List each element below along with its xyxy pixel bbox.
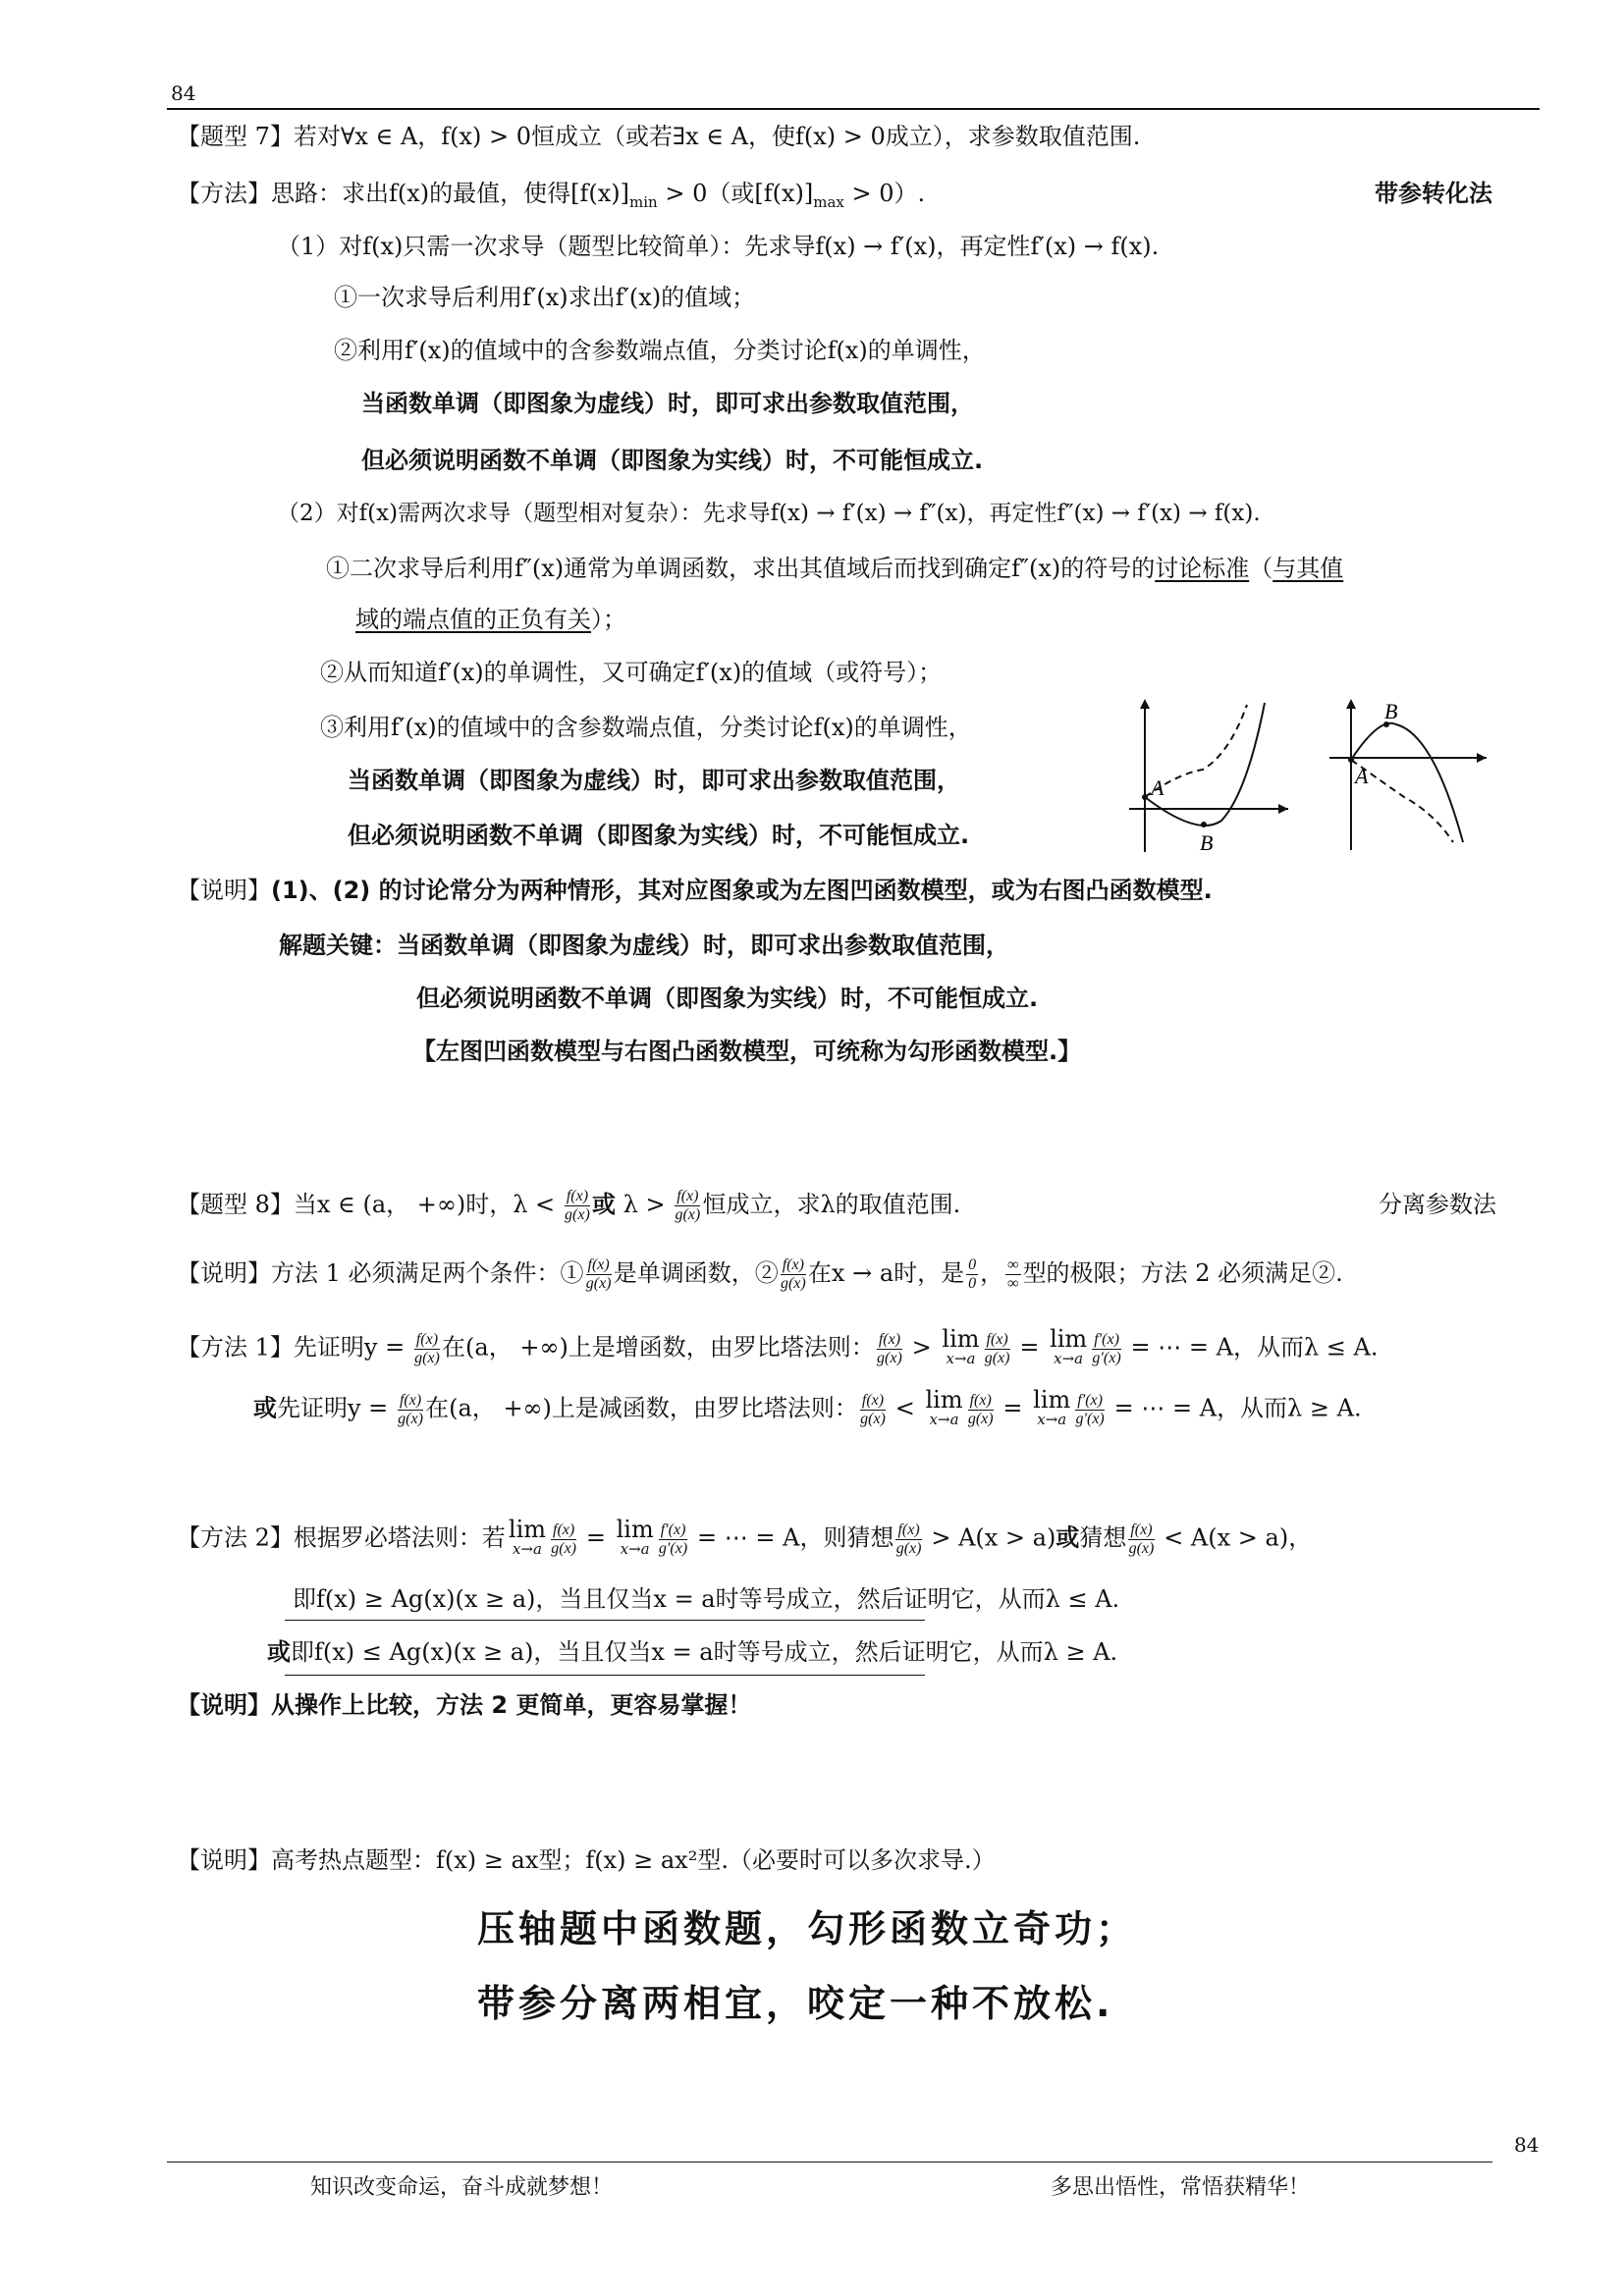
left-graph-label-b: B	[1200, 830, 1214, 855]
t8-m2-or: 或	[1056, 1523, 1080, 1552]
t8-m2-lim1: lim x→a	[508, 1516, 547, 1558]
t8-m1b-pre: 先证明y =	[277, 1394, 389, 1422]
t8-m2-frac3: $\frac{f(x)}{g(x)}$	[895, 1521, 922, 1557]
t8-note-c: 型的极限；方法 2 必须满足②.	[1022, 1259, 1343, 1287]
t7-note-label: 【说明】	[177, 877, 271, 904]
t7-p2a-end: ）；	[591, 606, 626, 633]
right-graph-label-a: A	[1355, 764, 1369, 788]
t8-m2-underline-1	[285, 1620, 925, 1621]
t8-title-or: 或	[592, 1191, 617, 1218]
t7-p2e: 但必须说明函数不单调（即图象为实线）时，不可能恒成立.	[348, 822, 970, 849]
t8-m2-frac4: $\frac{f(x)}{g(x)}$	[1128, 1521, 1155, 1557]
t7-p1: （1）对f(x)只需一次求导（题型比较简单）：先求导f(x) → f′(x)，再定性f′(x) → f(x).	[277, 233, 1160, 260]
t8-m1-frac3: $\frac{f(x)}{g(x)}$	[984, 1330, 1010, 1366]
t7-key1: 解题关键：当函数单调（即图象为虚线）时，即可求出参数取值范围，	[279, 932, 1009, 959]
t7-method-end: > 0）.	[843, 180, 926, 207]
t7-note-text: (1)、(2) 的讨论常分为两种情形，其对应图象或为左图凹函数模型，或为右图凸函数模型.	[271, 877, 1213, 904]
t8-title-frac2: $\frac{f(x)}{g(x)}$	[675, 1188, 701, 1223]
t8-m1-lim2: lim x→a	[1050, 1325, 1088, 1367]
t8-note-frac2: $\frac{f(x)}{g(x)}$	[780, 1256, 806, 1292]
hot-note: 【说明】高考热点题型：f(x) ≥ ax型；f(x) ≥ ax²型.（必要时可以多次求导.）	[177, 1846, 996, 1874]
right-graph-convex	[1326, 695, 1492, 862]
header-page-number: 84	[171, 81, 196, 105]
t8-m1b-frac4: $\frac{f'(x)}{g'(x)}$	[1075, 1391, 1105, 1427]
t8-m2-l3-or: 或	[267, 1638, 291, 1666]
t8-m1-lim1: lim x→a	[942, 1325, 980, 1367]
t8-m1-mid: 在(a， +∞)上是增函数，由罗比塔法则：	[442, 1333, 875, 1362]
t8-m1b-lim1: lim x→a	[925, 1386, 963, 1428]
t8-m1b-frac3: $\frac{f(x)}{g(x)}$	[967, 1391, 994, 1427]
t8-summary: 【说明】从操作上比较，方法 2 更简单，更容易掌握！	[177, 1691, 752, 1719]
t7-p2c: ③利用f′(x)的值域中的含参数端点值，分类讨论f(x)的单调性，	[320, 714, 972, 741]
t8-note-b: 在x → a时，是	[807, 1259, 965, 1287]
t7-p2a-u2: 与其值	[1272, 555, 1344, 582]
poem-line-2: 带参分离两相宜，咬定一种不放松.	[477, 1982, 1114, 2025]
t7-title: 【题型 7】若对∀x ∈ A，f(x) > 0恒成立（或若∃x ∈ A，使f(x) > 0成立），求参数取值范围.	[177, 123, 1141, 150]
t8-tag: 分离参数法	[1379, 1191, 1496, 1218]
right-graph-label-b: B	[1384, 699, 1398, 723]
t8-m1b-mid: 在(a， +∞)上是减函数，由罗比塔法则：	[425, 1394, 858, 1422]
t8-m2-frac1: $\frac{f(x)}{g(x)}$	[551, 1521, 576, 1557]
t8-note-zero: $\frac{0}{0}$	[968, 1256, 977, 1292]
footer-page-number: 84	[1514, 2133, 1540, 2157]
t7-p1a: ①一次求导后利用f′(x)求出f′(x)的值域；	[334, 284, 756, 311]
t7-p1b: ②利用f′(x)的值域中的含参数端点值，分类讨论f(x)的单调性，	[334, 337, 986, 364]
header-rule	[167, 108, 1540, 110]
t8-m2: 【方法 2】根据罗必塔法则：若 lim x→a $\frac{f(x)}{g(x)}$ = lim x→a $\frac{f'(x)}{g'(x)}$ = ⋯ = A，则猜想 $\frac{f(x)}{g(x)}$ > A(x > a)或猜想 $\frac{f(x)}{g(x)}$ < A(x > a)，	[177, 1516, 1313, 1558]
t7-method	[177, 177, 925, 219]
poem-line-1: 压轴题中函数题，勾形函数立奇功；	[477, 1907, 1138, 1950]
t7-method-text: 【方法】思路：求出f(x)的最值，使得[f(x)]	[177, 180, 630, 207]
t8-m2-pre: 【方法 2】根据罗必塔法则：若	[177, 1523, 506, 1552]
t8-m2-lt: < A(x > a)，	[1164, 1523, 1313, 1552]
t8-m1: 【方法 1】先证明y = $\frac{f(x)}{g(x)}$ 在(a， +∞)上是增函数，由罗比塔法则： $\frac{f(x)}{g(x)}$ > lim x→a $\frac{f(x)}{g(x)}$ = lim x→a $\frac{f'(x)}{g'(x)}$ = ⋯ = A，从而λ ≤ A.	[177, 1325, 1379, 1367]
t7-method-mid: > 0（或[f(x)]	[657, 180, 814, 207]
footer-right-motto: 多思出悟性，常悟获精华！	[1051, 2175, 1311, 2200]
left-graph-point-b	[1201, 822, 1207, 828]
t8-m1b-lim2: lim x→a	[1033, 1386, 1071, 1428]
t7-max: max	[813, 192, 844, 211]
t7-p2a-pre: ①二次求导后利用f″(x)通常为单调函数，求出其值域后而找到确定f″(x)的符号的	[326, 555, 1156, 582]
t8-m2-line2	[293, 1582, 1119, 1616]
footer-rule	[167, 2162, 1492, 2163]
t8-m1b-or: 或	[253, 1394, 277, 1422]
t8-m1b-end: = ⋯ = A，从而λ ≥ A.	[1113, 1394, 1362, 1422]
t8-note-frac1: $\frac{f(x)}{g(x)}$	[585, 1256, 612, 1292]
t7-p2a-standard: 讨论标准	[1155, 555, 1250, 582]
left-graph-solid-curve	[1145, 703, 1265, 826]
t8-note-pre: 【说明】方法 1 必须满足两个条件：①	[177, 1259, 584, 1287]
t7-p2: （2）对f(x)需两次求导（题型相对复杂）：先求导f(x) → f′(x) → f″(x)，再定性f″(x) → f′(x) → f(x).	[277, 501, 1261, 526]
t8-title-mid: λ >	[623, 1191, 666, 1218]
t8-m2-l3b: 然后证明它，从而λ ≥ A.	[854, 1638, 1118, 1666]
t8-title	[177, 1188, 960, 1224]
t8-title-pre: 【题型 8】当x ∈ (a， +∞)时，λ <	[177, 1191, 556, 1218]
t7-p2b: ②从而知道f′(x)的单调性，又可确定f′(x)的值域（或符号）；	[320, 659, 943, 686]
t7-p2a-mid: （	[1249, 555, 1273, 582]
t8-m1-frac2: $\frac{f(x)}{g(x)}$	[877, 1330, 902, 1366]
t8-m1b-frac2: $\frac{f(x)}{g(x)}$	[860, 1391, 886, 1427]
t8-m1b-frac1: $\frac{f(x)}{g(x)}$	[398, 1391, 423, 1427]
t8-m1b: 或先证明y = $\frac{f(x)}{g(x)}$ 在(a， +∞)上是减函数，由罗比塔法则： $\frac{f(x)}{g(x)}$ < lim x→a $\frac{f(x)}{g(x)}$ = lim x→a $\frac{f'(x)}{g'(x)}$ = ⋯ = A，从而λ ≥ A.	[253, 1386, 1362, 1428]
t8-note: 【说明】方法 1 必须满足两个条件：① $\frac{f(x)}{g(x)}$ 是单调函数，② $\frac{f(x)}{g(x)}$ 在x → a时，是 $\frac{0}{0}$ ， $\frac{\infty}{\infty}$ 型的极限；方法 2 必须满足②.	[177, 1256, 1343, 1292]
t8-m1-frac1: $\frac{f(x)}{g(x)}$	[414, 1330, 440, 1366]
t8-m1-frac4: $\frac{f'(x)}{g'(x)}$	[1092, 1330, 1121, 1366]
t8-m2-l2b: 然后证明它，从而λ ≤ A.	[856, 1585, 1120, 1613]
left-graph-label-a: A	[1151, 775, 1164, 800]
t7-p2a-line2-text: 域的端点值的正负有关	[355, 606, 591, 633]
t8-m2-line3	[267, 1635, 1117, 1669]
t8-note-a: 是单调函数，②	[613, 1259, 779, 1287]
t8-m1-pre: 【方法 1】先证明y =	[177, 1333, 406, 1362]
t7-key3: 【左图凹函数模型与右图凸函数模型，可统称为勾形函数模型.】	[412, 1038, 1082, 1065]
t7-p1c: 当函数单调（即图象为虚线）时，即可求出参数取值范围，	[361, 390, 974, 417]
t8-m2-lim2: lim x→a	[616, 1516, 654, 1558]
t8-note-inf: $\frac{\infty}{\infty}$	[1007, 1256, 1019, 1292]
t8-m1-end: = ⋯ = A，从而λ ≤ A.	[1130, 1333, 1379, 1362]
t7-note	[177, 874, 1213, 907]
left-graph-point-a	[1142, 794, 1148, 800]
t7-p1d: 但必须说明函数不单调（即图象为实线）时，不可能恒成立.	[361, 447, 984, 474]
t8-m2-l2a: 即f(x) ≥ Ag(x)(x ≥ a)，当且仅当x = a时等号成立，	[293, 1585, 857, 1613]
t8-title-frac1: $\frac{f(x)}{g(x)}$	[565, 1188, 590, 1223]
t7-p2d: 当函数单调（即图象为虚线）时，即可求出参数取值范围，	[348, 767, 960, 794]
t7-min: min	[629, 192, 658, 211]
t7-method-tag: 带参转化法	[1375, 180, 1492, 207]
t7-p2a	[326, 552, 1343, 585]
footer-left-motto: 知识改变命运，奋斗成就梦想！	[310, 2175, 614, 2200]
t8-m2-mid: = ⋯ = A，则猜想	[697, 1523, 894, 1552]
t7-key2: 但必须说明函数不单调（即图象为实线）时，不可能恒成立.	[416, 985, 1039, 1012]
left-graph-concave	[1119, 695, 1296, 862]
t8-title-end: 恒成立，求λ的取值范围.	[702, 1191, 961, 1218]
t8-m2-l3a: 即f(x) ≤ Ag(x)(x ≥ a)，当且仅当x = a时等号成立，	[291, 1638, 855, 1666]
right-graph-point-a	[1348, 757, 1354, 763]
t8-m2-underline-2	[285, 1675, 925, 1676]
t8-m2-frac2: $\frac{f'(x)}{g'(x)}$	[658, 1521, 688, 1557]
t7-p2a-line2	[355, 603, 626, 636]
t8-m2-guess: 猜想	[1079, 1523, 1127, 1552]
t8-m2-gt: > A(x > a)	[931, 1523, 1056, 1552]
